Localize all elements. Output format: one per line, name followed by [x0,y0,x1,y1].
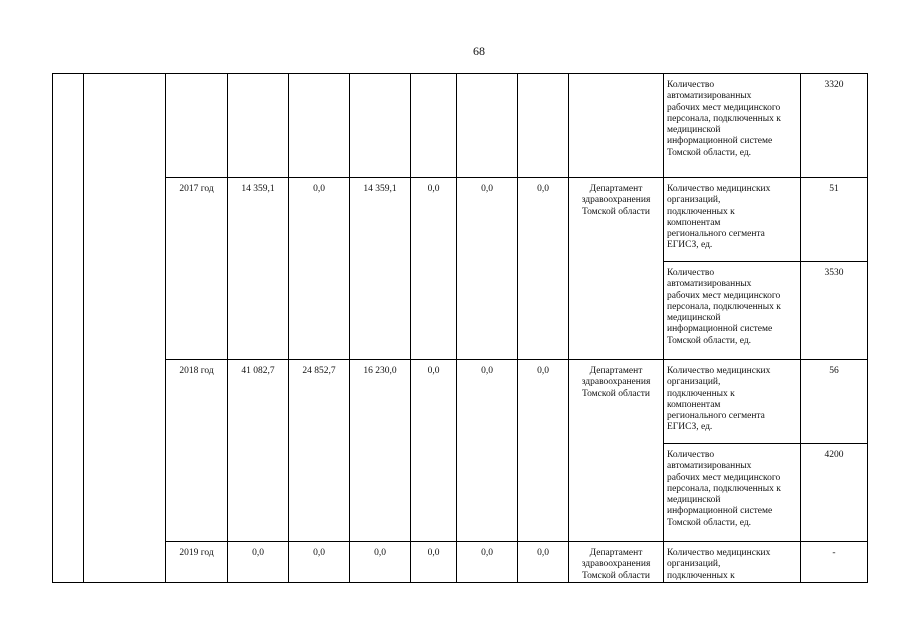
table-cell [228,74,289,178]
amount-cell: 0,0 [457,542,518,583]
indicator-value: 3530 [801,262,868,360]
table-cell [350,74,411,178]
amount-cell: 0,0 [518,178,569,360]
amount-cell: 0,0 [518,542,569,583]
indicator-cell: Количество медицинских организаций, подключенных к [664,542,801,583]
amount-cell: 16 230,0 [350,360,411,542]
department-cell: Департамент здравоохранения Томской области [569,178,664,360]
amount-cell: 0,0 [411,178,457,360]
table-cell [53,74,84,583]
table-cell [457,74,518,178]
amount-cell: 14 359,1 [350,178,411,360]
year-cell: 2018 год [166,360,228,542]
table-row [53,360,868,444]
amount-cell: 0,0 [411,360,457,542]
indicator-cell: Количество медицинских организаций, подключенных к компонентам регионального сегмента ЕГИСЗ, ед. [664,178,801,262]
program-table [52,73,868,583]
indicator-value: 3320 [801,74,868,178]
amount-cell: 41 082,7 [228,360,289,542]
indicator-cell: Количество автоматизированных рабочих мест медицинского персонала, подключенных к медицинской информационной системе Томской области, ед. [664,262,801,360]
year-cell: 2019 год [166,542,228,583]
amount-cell: 24 852,7 [289,360,350,542]
amount-cell: 0,0 [289,542,350,583]
amount-cell: 0,0 [350,542,411,583]
amount-cell: 0,0 [411,542,457,583]
table-cell [569,74,664,178]
table-cell [411,74,457,178]
indicator-value: - [801,542,868,583]
table-cell [518,74,569,178]
department-cell: Департамент здравоохранения Томской области [569,542,664,583]
amount-cell: 0,0 [289,178,350,360]
indicator-value: 56 [801,360,868,444]
year-cell: 2017 год [166,178,228,360]
amount-cell: 14 359,1 [228,178,289,360]
table-row [53,542,868,583]
page-number: 68 [473,44,485,58]
indicator-cell: Количество автоматизированных рабочих мест медицинского персонала, подключенных к медицинской информационной системе Томской области, ед. [664,74,801,178]
indicator-cell: Количество медицинских организаций, подключенных к компонентам регионального сегмента ЕГИСЗ, ед. [664,360,801,444]
table-row [53,178,868,262]
table-cell [166,74,228,178]
department-cell: Департамент здравоохранения Томской области [569,360,664,542]
table-row [53,74,868,178]
amount-cell: 0,0 [457,360,518,542]
amount-cell: 0,0 [457,178,518,360]
amount-cell: 0,0 [518,360,569,542]
indicator-cell: Количество автоматизированных рабочих мест медицинского персонала, подключенных к медицинской информационной системе Томской области, ед. [664,444,801,542]
indicator-value: 4200 [801,444,868,542]
table-cell [84,74,166,583]
table-cell [289,74,350,178]
indicator-value: 51 [801,178,868,262]
amount-cell: 0,0 [228,542,289,583]
